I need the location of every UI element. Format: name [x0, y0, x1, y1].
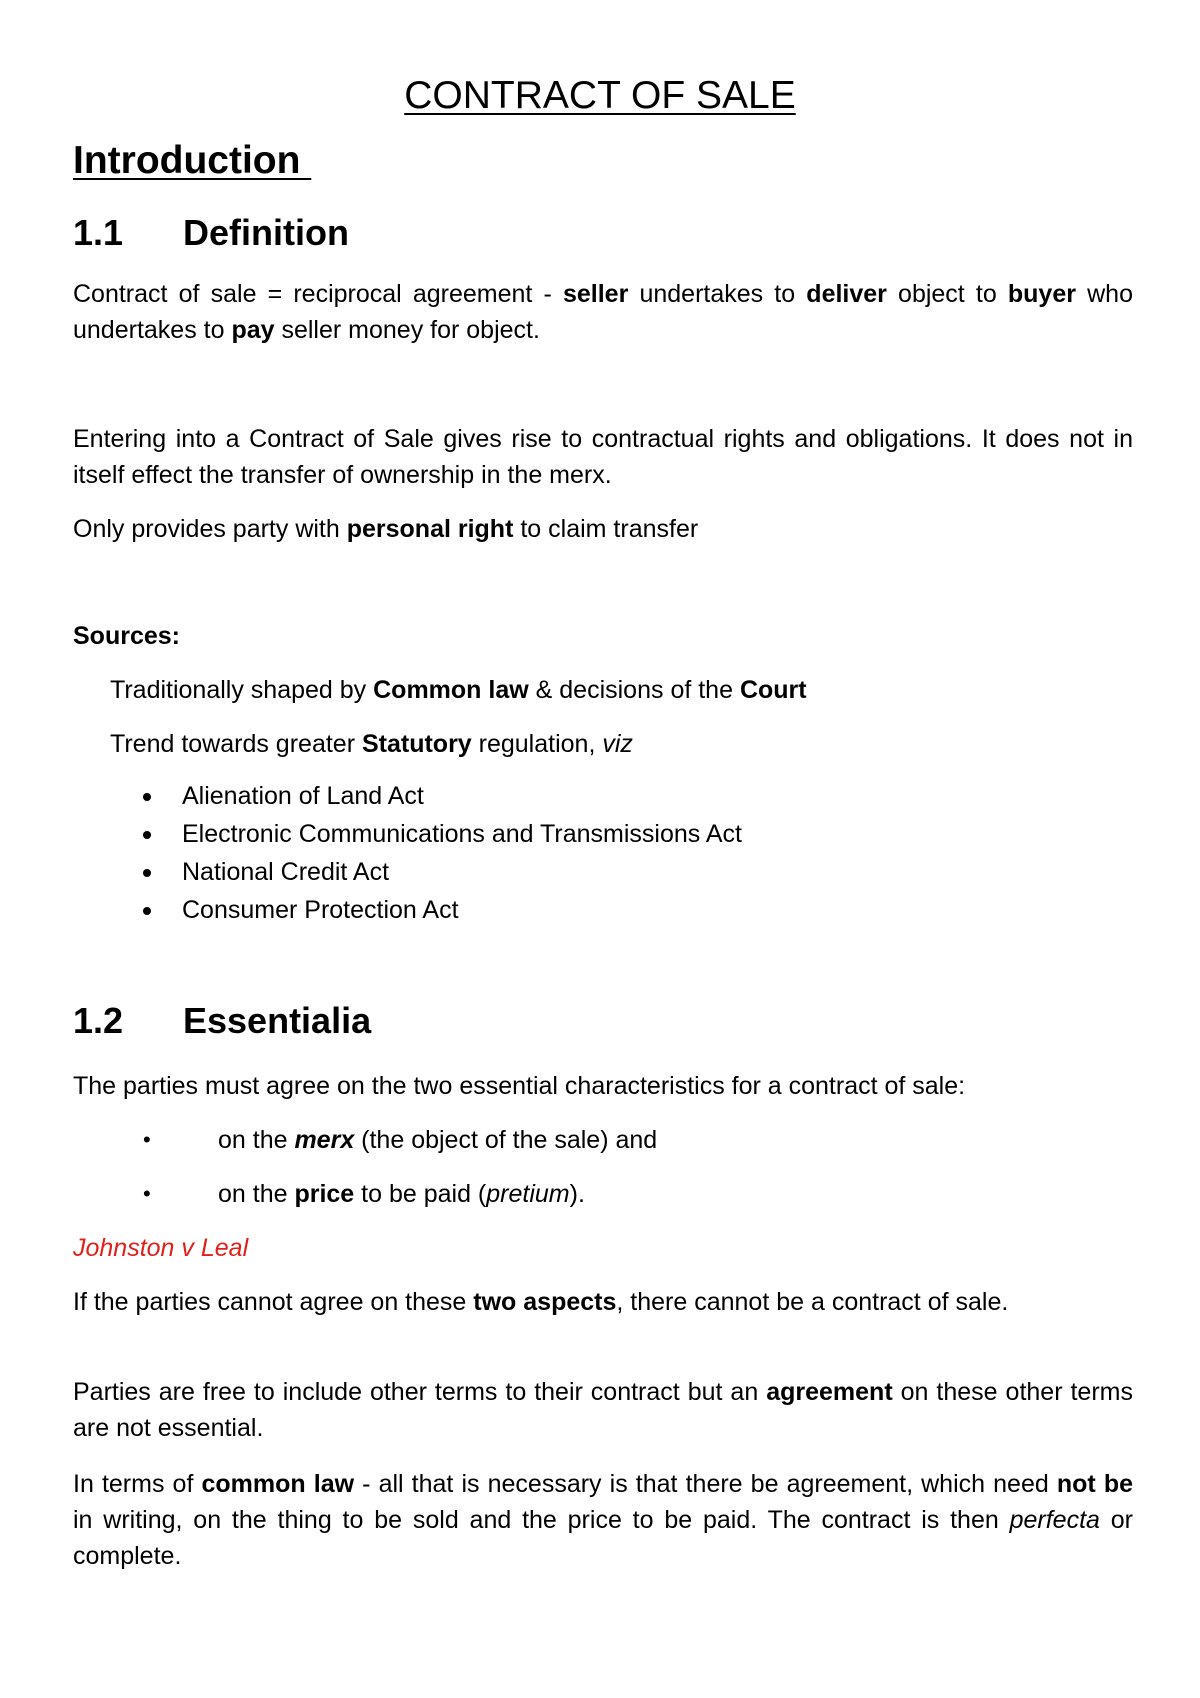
text-run: on the	[218, 1180, 295, 1208]
bullet-icon	[143, 869, 151, 877]
italic-term: viz	[602, 730, 633, 758]
bold-term: Common law	[373, 676, 529, 704]
text-run: on these other terms are not essential.	[73, 1378, 1133, 1442]
section-title: Definition	[183, 212, 349, 253]
list-item: Electronic Communications and Transmissions Act	[182, 820, 742, 848]
bold-italic-term: merx	[294, 1126, 355, 1154]
text-run: who undertakes to	[73, 280, 1133, 344]
text-run: undertakes to	[628, 280, 807, 308]
section-title: Essentialia	[183, 1000, 372, 1041]
list-item: Alienation of Land Act	[182, 782, 424, 810]
text-run: to claim transfer	[513, 515, 699, 543]
bold-term: pay	[231, 316, 275, 344]
text-run: regulation,	[471, 730, 603, 758]
bullet-icon	[143, 831, 151, 839]
bold-term: personal right	[346, 515, 514, 543]
bold-term: price	[294, 1180, 355, 1208]
case-citation: Johnston v Leal	[73, 1234, 249, 1262]
bold-term: buyer	[1007, 280, 1076, 308]
text-run: Contract of sale = reciprocal agreement -	[73, 280, 563, 308]
italic-term: pretium	[486, 1180, 570, 1208]
introduction-heading: Introduction	[73, 139, 312, 182]
text-run: - all that is necessary is that there be agreement, which need	[354, 1470, 1057, 1498]
bold-term: two aspects	[473, 1288, 617, 1316]
text-run: in writing, on the thing to be sold and the price to be paid. The contract is then	[73, 1506, 1010, 1534]
text-run: object to	[886, 280, 1008, 308]
bold-term: not be	[1056, 1470, 1133, 1498]
bold-term: agreement	[766, 1378, 893, 1406]
text-run: , there cannot be a contract of sale.	[616, 1288, 1009, 1316]
text-run: If the parties cannot agree on these	[73, 1288, 474, 1316]
bullet-icon: •	[143, 1181, 151, 1206]
definition-paragraph	[73, 276, 1133, 348]
text-run: ).	[569, 1180, 585, 1208]
two-aspects-paragraph	[73, 1284, 1133, 1320]
bold-term: Statutory	[361, 730, 472, 758]
text-run: Traditionally shaped by	[110, 676, 374, 704]
text-run: on the	[218, 1126, 295, 1154]
other-terms-paragraph	[73, 1374, 1133, 1446]
bold-term: deliver	[806, 280, 887, 308]
personal-right-line	[73, 511, 698, 547]
text-run: or complete.	[73, 1506, 1133, 1570]
text-run: & decisions of the	[528, 676, 740, 704]
traditional-sources-line	[110, 672, 807, 708]
sources-label	[73, 618, 180, 654]
section-heading-definition	[73, 212, 349, 254]
bullet-icon	[143, 907, 151, 915]
bullet-icon: •	[143, 1127, 151, 1152]
section-heading-essentialia	[73, 1000, 371, 1042]
text-run: to be paid (	[354, 1180, 487, 1208]
text-run: Only provides party with	[73, 515, 347, 543]
statutory-trend-line	[110, 726, 633, 762]
section-number: 1.1	[73, 212, 124, 253]
merx-item	[218, 1122, 657, 1158]
italic-term: perfecta	[1009, 1506, 1100, 1534]
list-item: National Credit Act	[182, 858, 390, 886]
section-number: 1.2	[73, 1000, 124, 1041]
list-item: Consumer Protection Act	[182, 896, 459, 924]
entering-paragraph: Entering into a Contract of Sale gives rise to contractual rights and obligations. It does not in itself effect the transfer of ownership in the merx.	[73, 425, 1133, 489]
text-run: seller money for object.	[274, 316, 540, 344]
bold-term: seller	[562, 280, 629, 308]
common-law-paragraph	[73, 1466, 1133, 1574]
document-title: CONTRACT OF SALE	[404, 74, 796, 117]
bold-term: Sources:	[73, 622, 180, 650]
text-run: In terms of	[73, 1470, 202, 1498]
text-run: (the object of the sale) and	[354, 1126, 658, 1154]
essentials-lead: The parties must agree on the two essential characteristics for a contract of sale:	[73, 1072, 966, 1100]
bold-term: common law	[201, 1470, 355, 1498]
price-item	[218, 1176, 585, 1212]
text-run: Trend towards greater	[110, 730, 362, 758]
bold-term: Court	[739, 676, 807, 704]
bullet-icon	[143, 793, 151, 801]
text-run: Parties are free to include other terms to their contract but an	[73, 1378, 767, 1406]
